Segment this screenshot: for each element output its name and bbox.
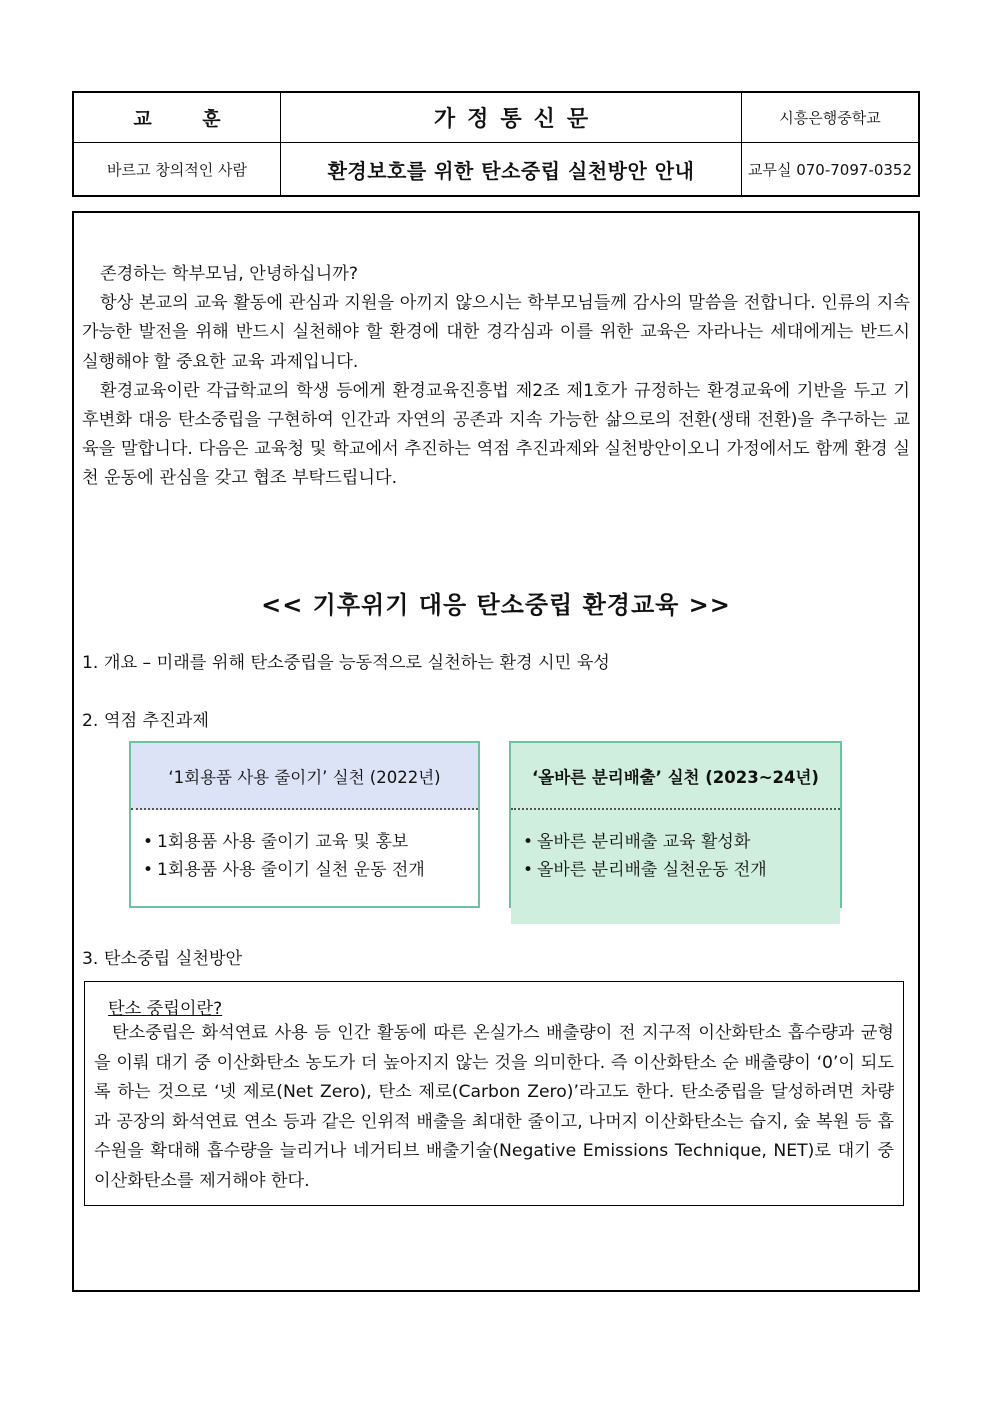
page-title: 환경보호를 위한 탄소중립 실천방안 안내 [327,158,695,183]
title-cell [281,143,742,195]
greeting: 존경하는 학부모님, 안녕하십니까? [100,264,358,284]
definition-text: 탄소중립은 화석연료 사용 등 인간 활동에 따른 온실가스 배출량이 전 지구적 이산화탄소 흡수량과 균형을 이뤄 대기 중 이산화탄소 농도가 더 높아지지 않는 것을 의미한다. 즉 이산화탄소 순 배출량이 ‘0’이 되도록 하는 것으로 ‘넷 제로(Net Zero), 탄소 제로(Carbon Zero)’라고도 한다. 탄소중립을 달성하려면 차량과 공장의 화석연료 연소 등과 같은 인위적 배출을 최대한 줄이고, 나머지 이산화탄소는 습지, 숲 복원 등 흡수원을 확대해 흡수량을 늘리거나 네거티브 배출기술(Negative Emissions Technique, NET)로 대기 중 이산화탄소를 제거해야 한다. [94,1023,894,1191]
section-title: << 기후위기 대응 탄소중립 환경교육 >> [261,591,731,619]
list-item [523,856,840,884]
bullet-icon: • [143,832,154,852]
bullet-icon: • [143,860,154,880]
intro-paragraph-1: 항상 본교의 교육 활동에 관심과 지원을 아끼지 않으시는 학부모님들께 감사의 말씀을 전합니다. 인류의 지속 가능한 발전을 위해 반드시 실천해야 할 환경에 대한 경각심과 이를 위한 교육은 자라나는 세대에게는 반드시 실행해야 할 중요한 교육 과제입니다. [82,293,910,372]
definition-title: 탄소 중립이란? [108,999,223,1019]
bullet-text: 1회용품 사용 줄이기 실천 운동 전개 [157,860,425,880]
task-bullets [131,810,478,884]
list-item [523,828,840,856]
list-item [143,828,478,856]
bullet-text: 올바른 분리배출 교육 활성화 [537,832,751,852]
intro-paragraph-2: 환경교육이란 각급학교의 학생 등에게 환경교육진흥법 제2조 제1호가 규정하는 환경교육에 기반을 두고 기후변화 대응 탄소중립을 구현하여 인간과 자연의 공존과 지속 가능한 삶으로의 전환(생태 전환)을 추구하는 교육을 말합니다. 다음은 교육청 및 학교에서 추진하는 역점 추진과제와 실천방안이오니 가정에서도 함께 환경 실천 운동에 관심을 갖고 협조 부탁드립니다. [82,380,910,489]
phone-cell [742,143,918,195]
motto-label-cell [74,93,281,143]
bullet-icon: • [523,860,534,880]
header-table [72,91,920,197]
motto: 바르고 창의적인 사람 [107,160,247,179]
task-bullets [511,810,840,924]
school-cell [742,93,918,143]
contact-phone: 교무실 070-7097-0352 [747,160,913,179]
motto-cell [74,143,281,195]
doc-type: 가정통신문 [433,107,601,132]
intro-text [82,260,910,494]
task-box-single-use [129,741,480,908]
school-name: 시흥은행중학교 [779,109,881,127]
bullet-icon: • [523,832,534,852]
task-heading: ‘1회용품 사용 줄이기’ 실천 (2022년) [131,743,478,810]
overview-line: 1. 개요 – 미래를 위해 탄소중립을 능동적으로 실천하는 환경 시민 육성 [82,653,610,673]
motto-label: 교 훈 [133,108,243,130]
task-box-recycling [509,741,842,908]
bullet-text: 올바른 분리배출 실천운동 전개 [537,860,767,880]
task-heading: ‘올바른 분리배출’ 실천 (2023~24년) [511,743,840,810]
action-plan-heading: 3. 탄소중립 실천방안 [82,949,243,969]
bullet-text: 1회용품 사용 줄이기 교육 및 홍보 [157,832,409,852]
doc-type-cell [281,93,742,143]
list-item [143,856,478,884]
key-tasks-heading: 2. 역점 추진과제 [82,711,209,731]
